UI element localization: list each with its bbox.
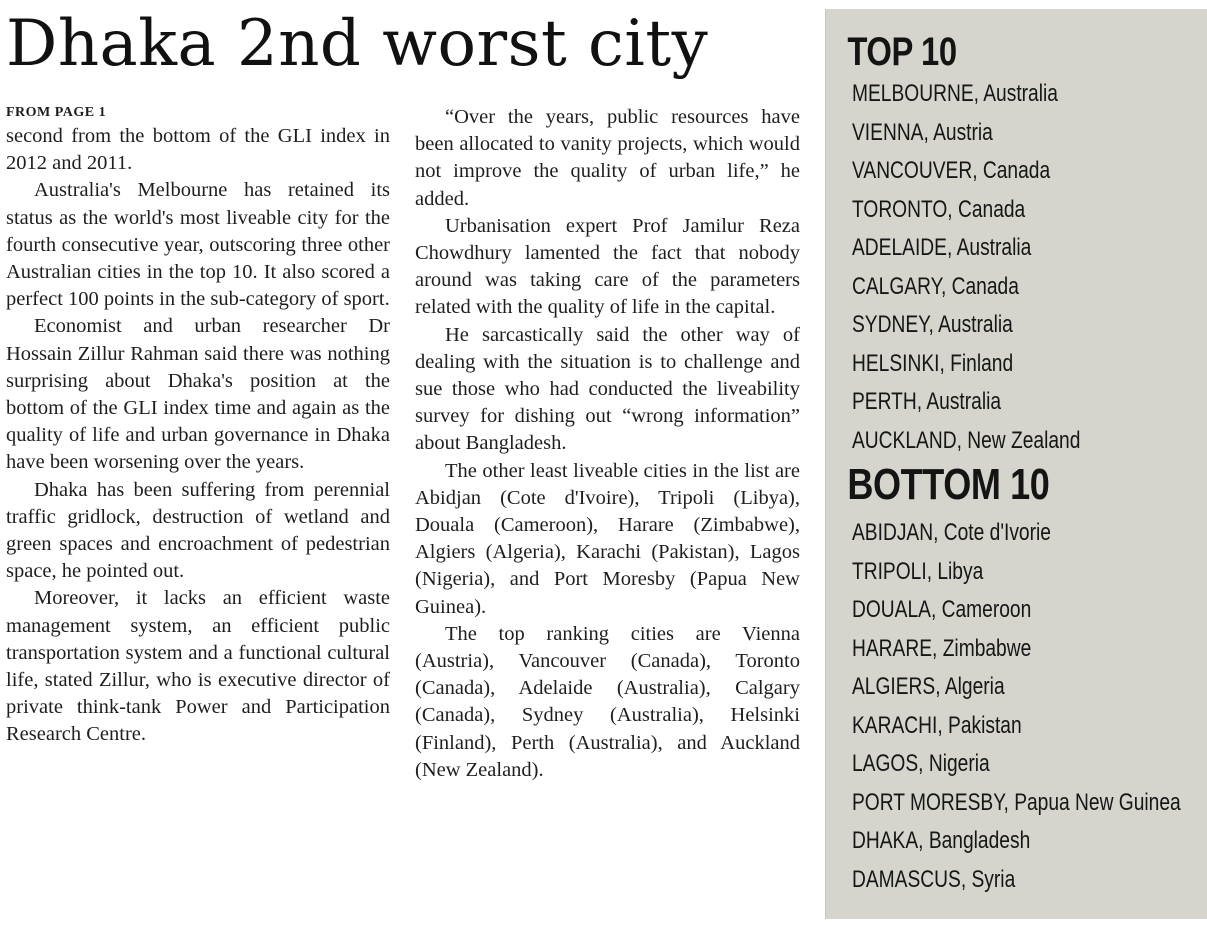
city-name: HARARE: [852, 634, 933, 662]
country-name: Australia: [983, 80, 1058, 107]
country-name: Nigeria: [928, 750, 990, 777]
city-name: VANCOUVER: [852, 157, 973, 184]
ranking-item: DHAKA, Bangladesh: [852, 827, 1031, 854]
top-10-heading: TOP 10: [847, 30, 957, 74]
city-name: KARACHI: [852, 711, 938, 739]
paragraph: Economist and urban researcher Dr Hossain Zillur Rahman said there was nothing surprising about Dhaka's position at the bottom of the GLI index time and again as the quality of life and urban governance in Dhaka have been worsening over the years.: [6, 315, 390, 474]
country-name: Canada: [982, 157, 1051, 184]
city-name: TORONTO: [852, 195, 948, 223]
ranking-item: LAGOS, Nigeria: [852, 750, 990, 777]
country-name: Canada: [951, 272, 1019, 300]
country-name: Cote d'Ivorie: [943, 519, 1051, 546]
bottom-10-heading: BOTTOM 10: [847, 460, 1050, 509]
headline: Dhaka 2nd worst city: [6, 7, 709, 81]
ranking-item: AUCKLAND, New Zealand: [852, 426, 1081, 454]
ranking-item: HELSINKI, Finland: [852, 349, 1014, 377]
country-name: Papua New Guinea: [1014, 788, 1181, 816]
country-name: Bangladesh: [928, 827, 1031, 854]
paragraph: Urbanisation expert Prof Jamilur Reza Chowdhury lamented the fact that nobody around was taking care of the parameters related with the quality of life in the capital.: [415, 214, 800, 319]
ranking-item: HARARE, Zimbabwe: [852, 634, 1032, 662]
ranking-item: VANCOUVER, Canada: [852, 157, 1051, 184]
top-10-list: [826, 75, 1207, 460]
city-name: DOUALA: [852, 596, 931, 623]
ranking-item: ADELAIDE, Australia: [852, 234, 1032, 261]
country-name: Canada: [957, 195, 1026, 223]
country-name: Libya: [937, 557, 984, 585]
ranking-item: ALGIERS, Algeria: [852, 673, 1005, 700]
city-name: TRIPOLI: [852, 557, 927, 585]
ranking-item: PORT MORESBY, Papua New Guinea: [852, 788, 1181, 816]
article-column-2: [415, 104, 800, 784]
ranking-item: TORONTO, Canada: [852, 195, 1026, 223]
city-name: LAGOS: [852, 750, 919, 777]
city-name: MELBOURNE: [852, 80, 974, 107]
country-name: Australia: [938, 311, 1013, 338]
ranking-item: MELBOURNE, Australia: [852, 80, 1058, 107]
ranking-item: ABIDJAN, Cote d'Ivorie: [852, 519, 1051, 546]
country-name: New Zealand: [967, 426, 1081, 454]
kicker: FROM PAGE 1: [6, 105, 107, 120]
ranking-item: KARACHI, Pakistan: [852, 711, 1022, 739]
city-name: CALGARY: [852, 272, 941, 300]
paragraph: Dhaka has been suffering from perennial traffic gridlock, destruction of wetland and green spaces and encroachment of pedestrian space, he pointed out.: [6, 478, 390, 583]
city-name: PORT MORESBY: [852, 788, 1004, 816]
paragraph: He sarcastically said the other way of dealing with the situation is to challenge and sue those who had conducted the liveability survey for dishing out “wrong information” about Bangladesh.: [415, 323, 800, 455]
city-name: SYDNEY: [852, 311, 929, 338]
country-name: Australia: [956, 234, 1032, 261]
ranking-item: CALGARY, Canada: [852, 272, 1019, 300]
ranking-item: TRIPOLI, Libya: [852, 557, 984, 585]
paragraph: Moreover, it lacks an efficient waste management system, an efficient public transportation system and a functional cultural life, stated Zillur, who is executive director of private think-tank Power and Participation Research Centre.: [6, 587, 390, 746]
paragraph: “Over the years, public resources have been allocated to vanity projects, which would not improve the quality of urban life,” he added.: [415, 106, 800, 210]
city-name: DHAKA: [852, 827, 919, 854]
ranking-item: DOUALA, Cameroon: [852, 596, 1032, 623]
city-name: VIENNA: [852, 118, 924, 146]
ranking-item: SYDNEY, Australia: [852, 311, 1013, 338]
ranking-item: PERTH, Australia: [852, 388, 1002, 415]
country-name: Australia: [926, 388, 1002, 415]
ranking-item: VIENNA, Austria: [852, 118, 993, 146]
bottom-10-list: [826, 514, 1207, 899]
country-name: Algeria: [944, 673, 1005, 700]
city-name: ALGIERS: [852, 673, 936, 700]
country-name: Finland: [950, 349, 1014, 377]
city-name: HELSINKI: [852, 349, 940, 377]
paragraph: The other least liveable cities in the list are Abidjan (Cote d'Ivoire), Tripoli (Libya), Douala (Cameroon), Harare (Zimbabwe), Algiers (Algeria), Karachi (Pakistan), Lagos (Nigeria), and Port Moresby (Papua New Guinea).: [415, 459, 800, 618]
city-name: PERTH: [852, 388, 917, 415]
city-name: DAMASCUS: [852, 865, 961, 893]
rankings-sidebar: [825, 9, 1207, 919]
article-column-1: [6, 104, 390, 749]
paragraph: The top ranking cities are Vienna (Austria), Vancouver (Canada), Toronto (Canada), Adelaide (Australia), Calgary (Canada), Sydney (Australia), Helsinki (Finland), Perth (Australia), and Auckland (New Zealand).: [415, 622, 800, 781]
country-name: Austria: [933, 118, 993, 146]
country-name: Cameroon: [941, 596, 1032, 623]
country-name: Pakistan: [948, 711, 1022, 739]
city-name: AUCKLAND: [852, 426, 957, 454]
country-name: Zimbabwe: [942, 634, 1032, 662]
paragraph: second from the bottom of the GLI index in 2012 and 2011.: [6, 125, 390, 175]
country-name: Syria: [971, 865, 1016, 893]
city-name: ABIDJAN: [852, 519, 934, 546]
city-name: ADELAIDE: [852, 234, 947, 261]
paragraph: Australia's Melbourne has retained its status as the world's most liveable city for the fourth consecutive year, outscoring three other Australian cities in the top 10. It also scored a perfect 100 points in the sub-category of sport.: [6, 179, 390, 311]
ranking-item: DAMASCUS, Syria: [852, 865, 1016, 893]
